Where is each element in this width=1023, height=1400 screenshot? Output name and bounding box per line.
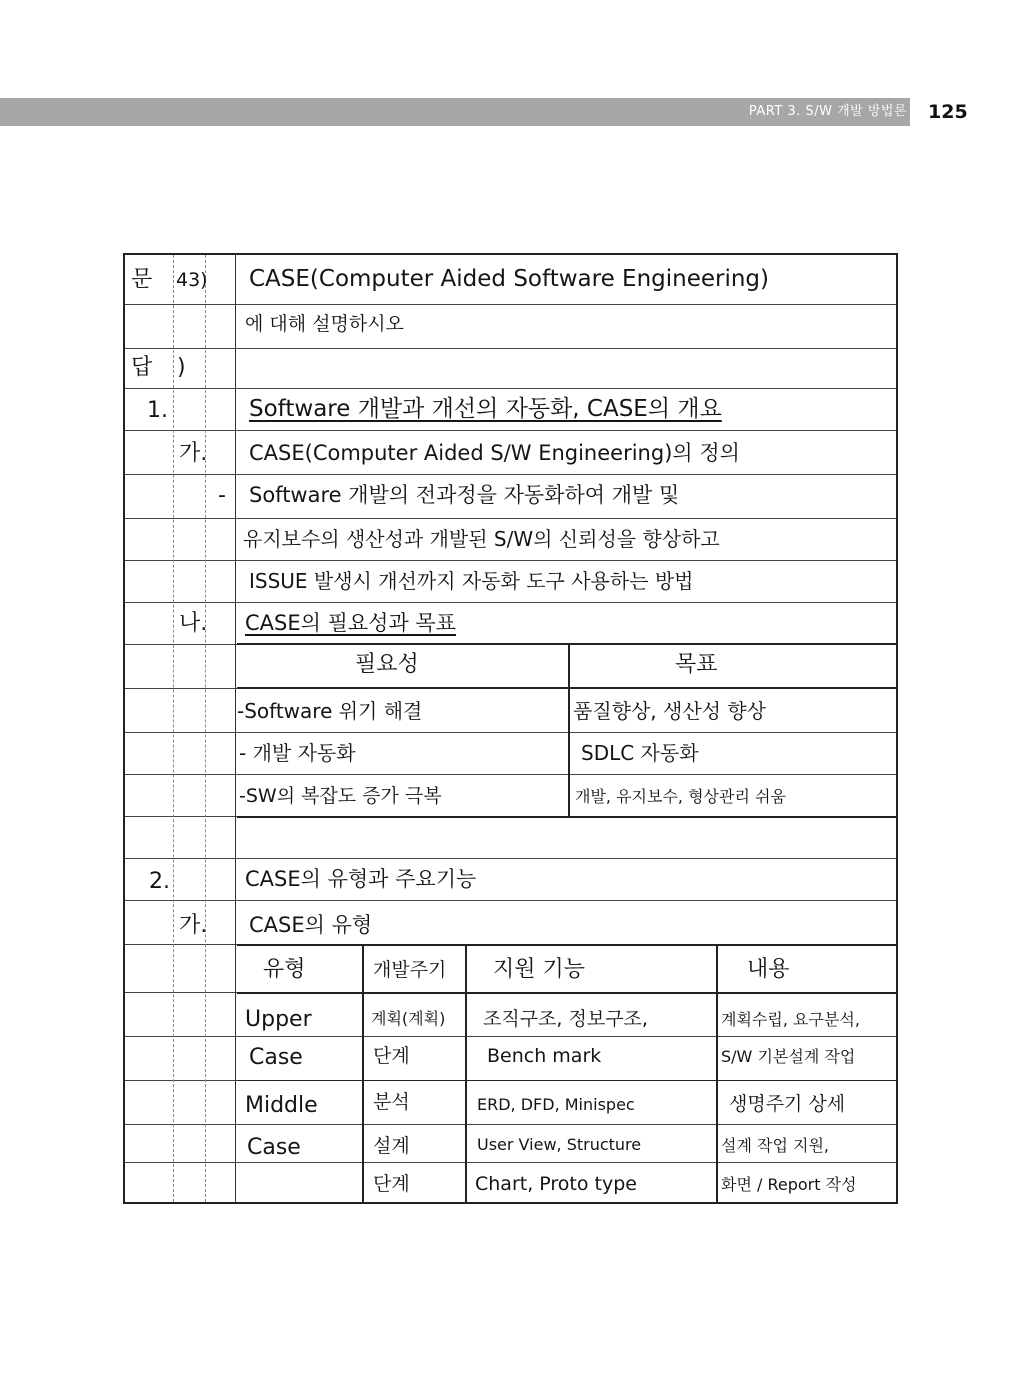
- table2-row3-type: Middle: [245, 1093, 318, 1118]
- section-1-na-number: 나.: [179, 611, 208, 636]
- answer-label: 답: [131, 355, 153, 380]
- table2-row2-type: Case: [249, 1045, 303, 1070]
- table2-row3-cycle: 분석: [373, 1091, 410, 1113]
- section-2-ga-number: 가.: [179, 913, 208, 938]
- definition-line-3: ISSUE 발생시 개선까지 자동화 도구 사용하는 방법: [249, 569, 694, 593]
- table2-row5-cycle: 단계: [373, 1173, 410, 1195]
- definition-line-1: Software 개발의 전과정을 자동화하여 개발 및: [249, 483, 680, 507]
- running-title: PART 3. S/W 개발 방법론: [748, 104, 907, 119]
- section-1-title: Software 개발과 개선의 자동화, CASE의 개요: [249, 396, 722, 422]
- table2-row1-function: 조직구조, 정보구조,: [483, 1008, 648, 1030]
- table1-row3-goal: 개발, 유지보수, 형상관리 쉬움: [575, 787, 786, 806]
- page-number: 125: [928, 101, 968, 123]
- table2-row3-content: 생명주기 상세: [729, 1093, 846, 1115]
- answer-paren: ): [177, 355, 186, 380]
- table2-header-function: 지원 기능: [493, 957, 586, 982]
- section-2-ga-title: CASE의 유형: [249, 913, 373, 937]
- table1-row1-necessity: -Software 위기 해결: [237, 699, 423, 723]
- table1-row2-goal: SDLC 자동화: [581, 741, 699, 765]
- table2-row2-function: Bench mark: [487, 1045, 602, 1067]
- section-2-title: CASE의 유형과 주요기능: [245, 867, 477, 891]
- table1-header-necessity: 필요성: [355, 652, 419, 677]
- question-line-2: 에 대해 설명하시오: [245, 313, 404, 335]
- table2-row2-cycle: 단계: [373, 1045, 410, 1067]
- table2-row4-type: Case: [247, 1135, 301, 1160]
- section-1-na-title: CASE의 필요성과 목표: [245, 611, 456, 635]
- table2-row5-function: Chart, Proto type: [475, 1173, 637, 1195]
- table2-row1-cycle: 계획(계획): [371, 1009, 446, 1028]
- table1-row3-necessity: -SW의 복잡도 증가 극복: [239, 785, 442, 807]
- table2-row1-content: 계획수립, 요구분석,: [721, 1010, 860, 1029]
- section-1-ga-title: CASE(Computer Aided S/W Engineering)의 정의: [249, 441, 740, 465]
- definition-line-2: 유지보수의 생산성과 개발된 S/W의 신뢰성을 향상하고: [243, 527, 720, 551]
- table2-header-cycle: 개발주기: [373, 959, 447, 981]
- definition-dash: -: [218, 483, 226, 508]
- section-2-number: 2.: [149, 869, 170, 894]
- section-1-ga-number: 가.: [179, 441, 208, 466]
- table2-row4-cycle: 설계: [373, 1135, 410, 1157]
- table1-header-goal: 목표: [675, 652, 718, 677]
- table2-row4-function: User View, Structure: [477, 1135, 642, 1154]
- table2-row3-function: ERD, DFD, Minispec: [477, 1095, 635, 1114]
- table2-row1-type: Upper: [245, 1007, 312, 1032]
- question-label: 문: [131, 267, 153, 292]
- answer-sheet: [123, 253, 898, 1204]
- table2-header-type: 유형: [263, 957, 306, 982]
- question-line-1: CASE(Computer Aided Software Engineering): [249, 266, 770, 292]
- table1-row1-goal: 품질향상, 생산성 향상: [573, 699, 766, 723]
- section-1-number: 1.: [147, 398, 168, 423]
- table2-row2-content: S/W 기본설계 작업: [721, 1047, 856, 1066]
- table2-header-content: 내용: [747, 957, 790, 982]
- table2-row4-content: 설계 작업 지원,: [721, 1136, 829, 1155]
- table2-row5-content: 화면 / Report 작성: [721, 1175, 857, 1194]
- question-number: 43): [176, 269, 208, 291]
- table1-row2-necessity: - 개발 자동화: [239, 741, 356, 765]
